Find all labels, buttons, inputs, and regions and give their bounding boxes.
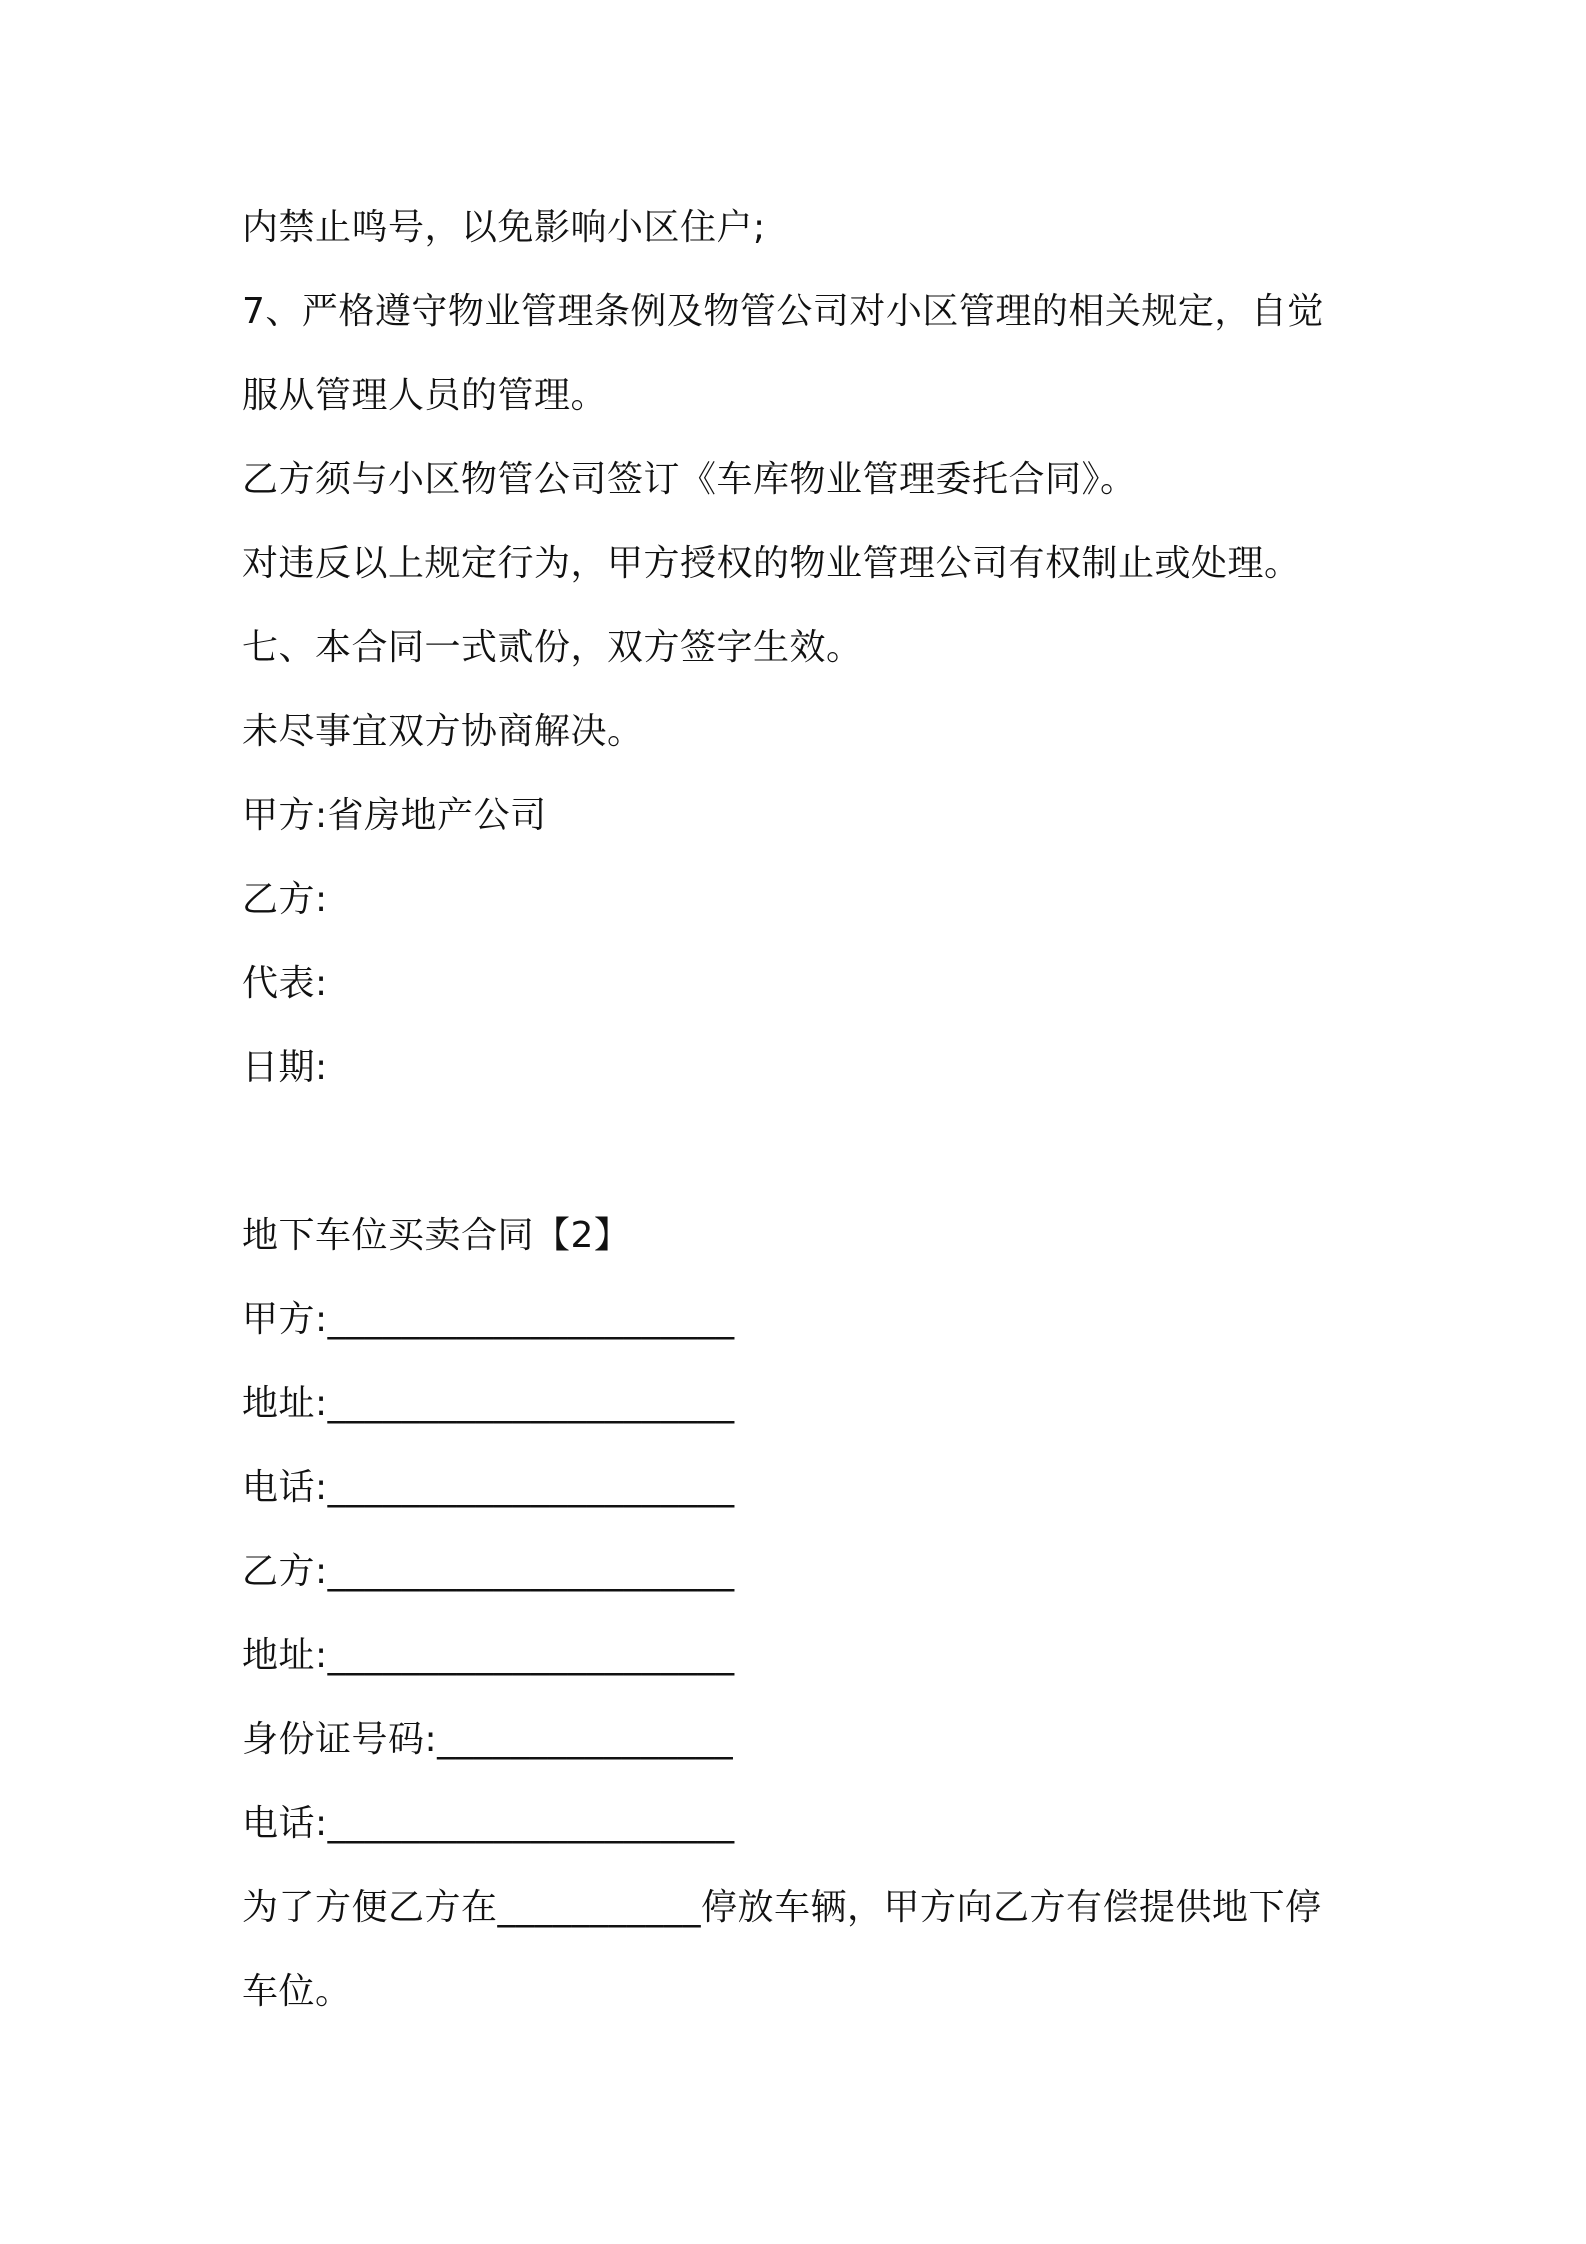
party-b-phone-field: 电话:______________________ (242, 1803, 735, 1844)
text-line: 未尽事宜双方协商解决。 (242, 711, 644, 752)
text-line: 对违反以上规定行为，甲方授权的物业管理公司有权制止或处理。 (242, 543, 1301, 584)
party-b-field: 乙方:______________________ (242, 1551, 735, 1592)
text-line: 七、本合同一式贰份，双方签字生效。 (242, 627, 863, 668)
text-line: 7、严格遵守物业管理条例及物管公司对小区管理的相关规定，自觉 (242, 291, 1324, 332)
date-line: 日期: (242, 1047, 328, 1088)
text-line: 内禁止鸣号，以免影响小区住户; (242, 207, 766, 248)
representative-line: 代表: (242, 963, 328, 1004)
text-line: 为了方便乙方在___________停放车辆，甲方向乙方有偿提供地下停 (242, 1887, 1322, 1928)
id-number-field: 身份证号码:________________ (242, 1719, 734, 1760)
contract-title: 地下车位买卖合同【2】 (242, 1215, 631, 1256)
text-line: 车位。 (242, 1971, 352, 2012)
party-a-phone-field: 电话:______________________ (242, 1467, 735, 1508)
text-line: 乙方须与小区物管公司签订《车库物业管理委托合同》。 (242, 459, 1137, 500)
party-b-address-field: 地址:______________________ (242, 1635, 735, 1676)
party-a-field: 甲方:______________________ (242, 1299, 735, 1340)
party-a-line: 甲方:省房地产公司 (242, 795, 547, 836)
party-b-line: 乙方: (242, 879, 328, 920)
party-a-address-field: 地址:______________________ (242, 1383, 735, 1424)
text-line: 服从管理人员的管理。 (242, 375, 608, 416)
